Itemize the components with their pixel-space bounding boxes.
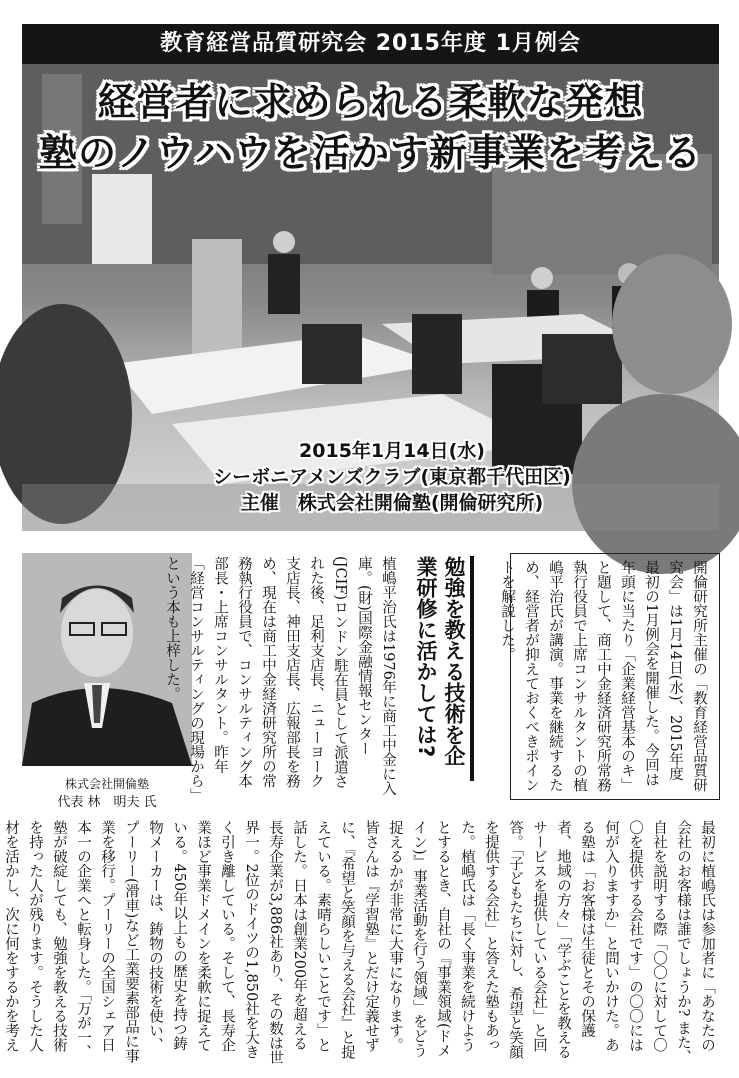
event-venue: シーボニアメンズクラブ(東京都千代田区): [213, 466, 571, 488]
speaker-profile: [164, 556, 400, 796]
portrait-caption-company: 株式会社開倫塾: [64, 777, 149, 791]
headline-line-1: 経営者に求められる柔軟な発想: [97, 80, 644, 124]
lead-box: [499, 553, 720, 800]
body-text: 最初に植嶋氏は参加者に「あなたの会社のお客様は誰でしょうか? また、自社を説明する際「〇〇に対して〇〇を提供する会社です」の〇〇には何が入りますか」と問いかけた。ある塾は「お客様は生徒とその保護者、地域の方々」「学ぶことを教えるサービスを提供している会社」と回答。「子どもたちに対し、希望と笑顔を提供する会社」と答えた塾もあった。植嶋氏は「長く事業を続けようとするとき、自社の『事業領域(ドメイン)』事業活動を行う領域」をどう捉えるかが非常に大事になります。皆さんは『学習塾』とだけ定義せずに、『希望と笑顔を与える会社』と捉えている。素晴らしいことです」と話した。日本は創業200年を超える長寿企業が3,886社あり、その数は世界一。2位のドイツの1,850社を大きく引き離している。そして、長寿企業ほど事業ドメインを柔軟に捉えている。450年以上もの歴史を持つ鋳物メーカーは、鋳物の技術を使い、プーリー(滑車)など工業要素部品に事業を移行。プーリーの全国シェア日本一の企業へと転身した。「万が一、塾が破綻しても、勉強を教える技術を持った人が残ります。そうした人材を活かし、次に何をするかを考え: [3, 820, 715, 1065]
event-date: 2015年1月14日(水): [299, 440, 485, 462]
article-body: [3, 820, 719, 1065]
section-subhead: 勉強を教える技術を企業研修に活かしては?: [408, 556, 474, 781]
profile-text: 植嶋平治氏は1976年に商工中金に入庫。(財)国際金融情報センター(JCIF)ロンドン駐在員として派遣された後、足利支店長、ニューヨーク支店長、神田支店長、広報部長を務め、現在は商工中金経済研究所の常務執行役員で、コンサルティング本部長・上席コンサルタント。昨年「経営コンサルティングの現場から」という本も上梓した。: [164, 556, 396, 796]
lead-text-column: [499, 560, 711, 792]
lead-text: 開倫研究所主催の「教育経営品質研究会」は1月14日(水)、2015年度最初の1月例会を開催した。今回は年頭に当たり「企業経営基本のキ」と題して、商工中金経済研究所常務執行役員で上席コンサルタントの植嶋平治氏が講演。事業を継続するため、経営者が抑えておくべきポイントを解説した。: [499, 560, 707, 792]
hero-photo: [22, 24, 719, 531]
portrait-caption-name: 代表 林 明夫 氏: [57, 795, 157, 810]
headline-line-2: 塾のノウハウを活かす新事業を考える: [38, 131, 702, 175]
event-organizer: 主催 株式会社開倫塾(開倫研究所): [240, 492, 544, 514]
series-title-bar: 教育経営品質研究会 2015年度 1月例会: [22, 24, 719, 64]
